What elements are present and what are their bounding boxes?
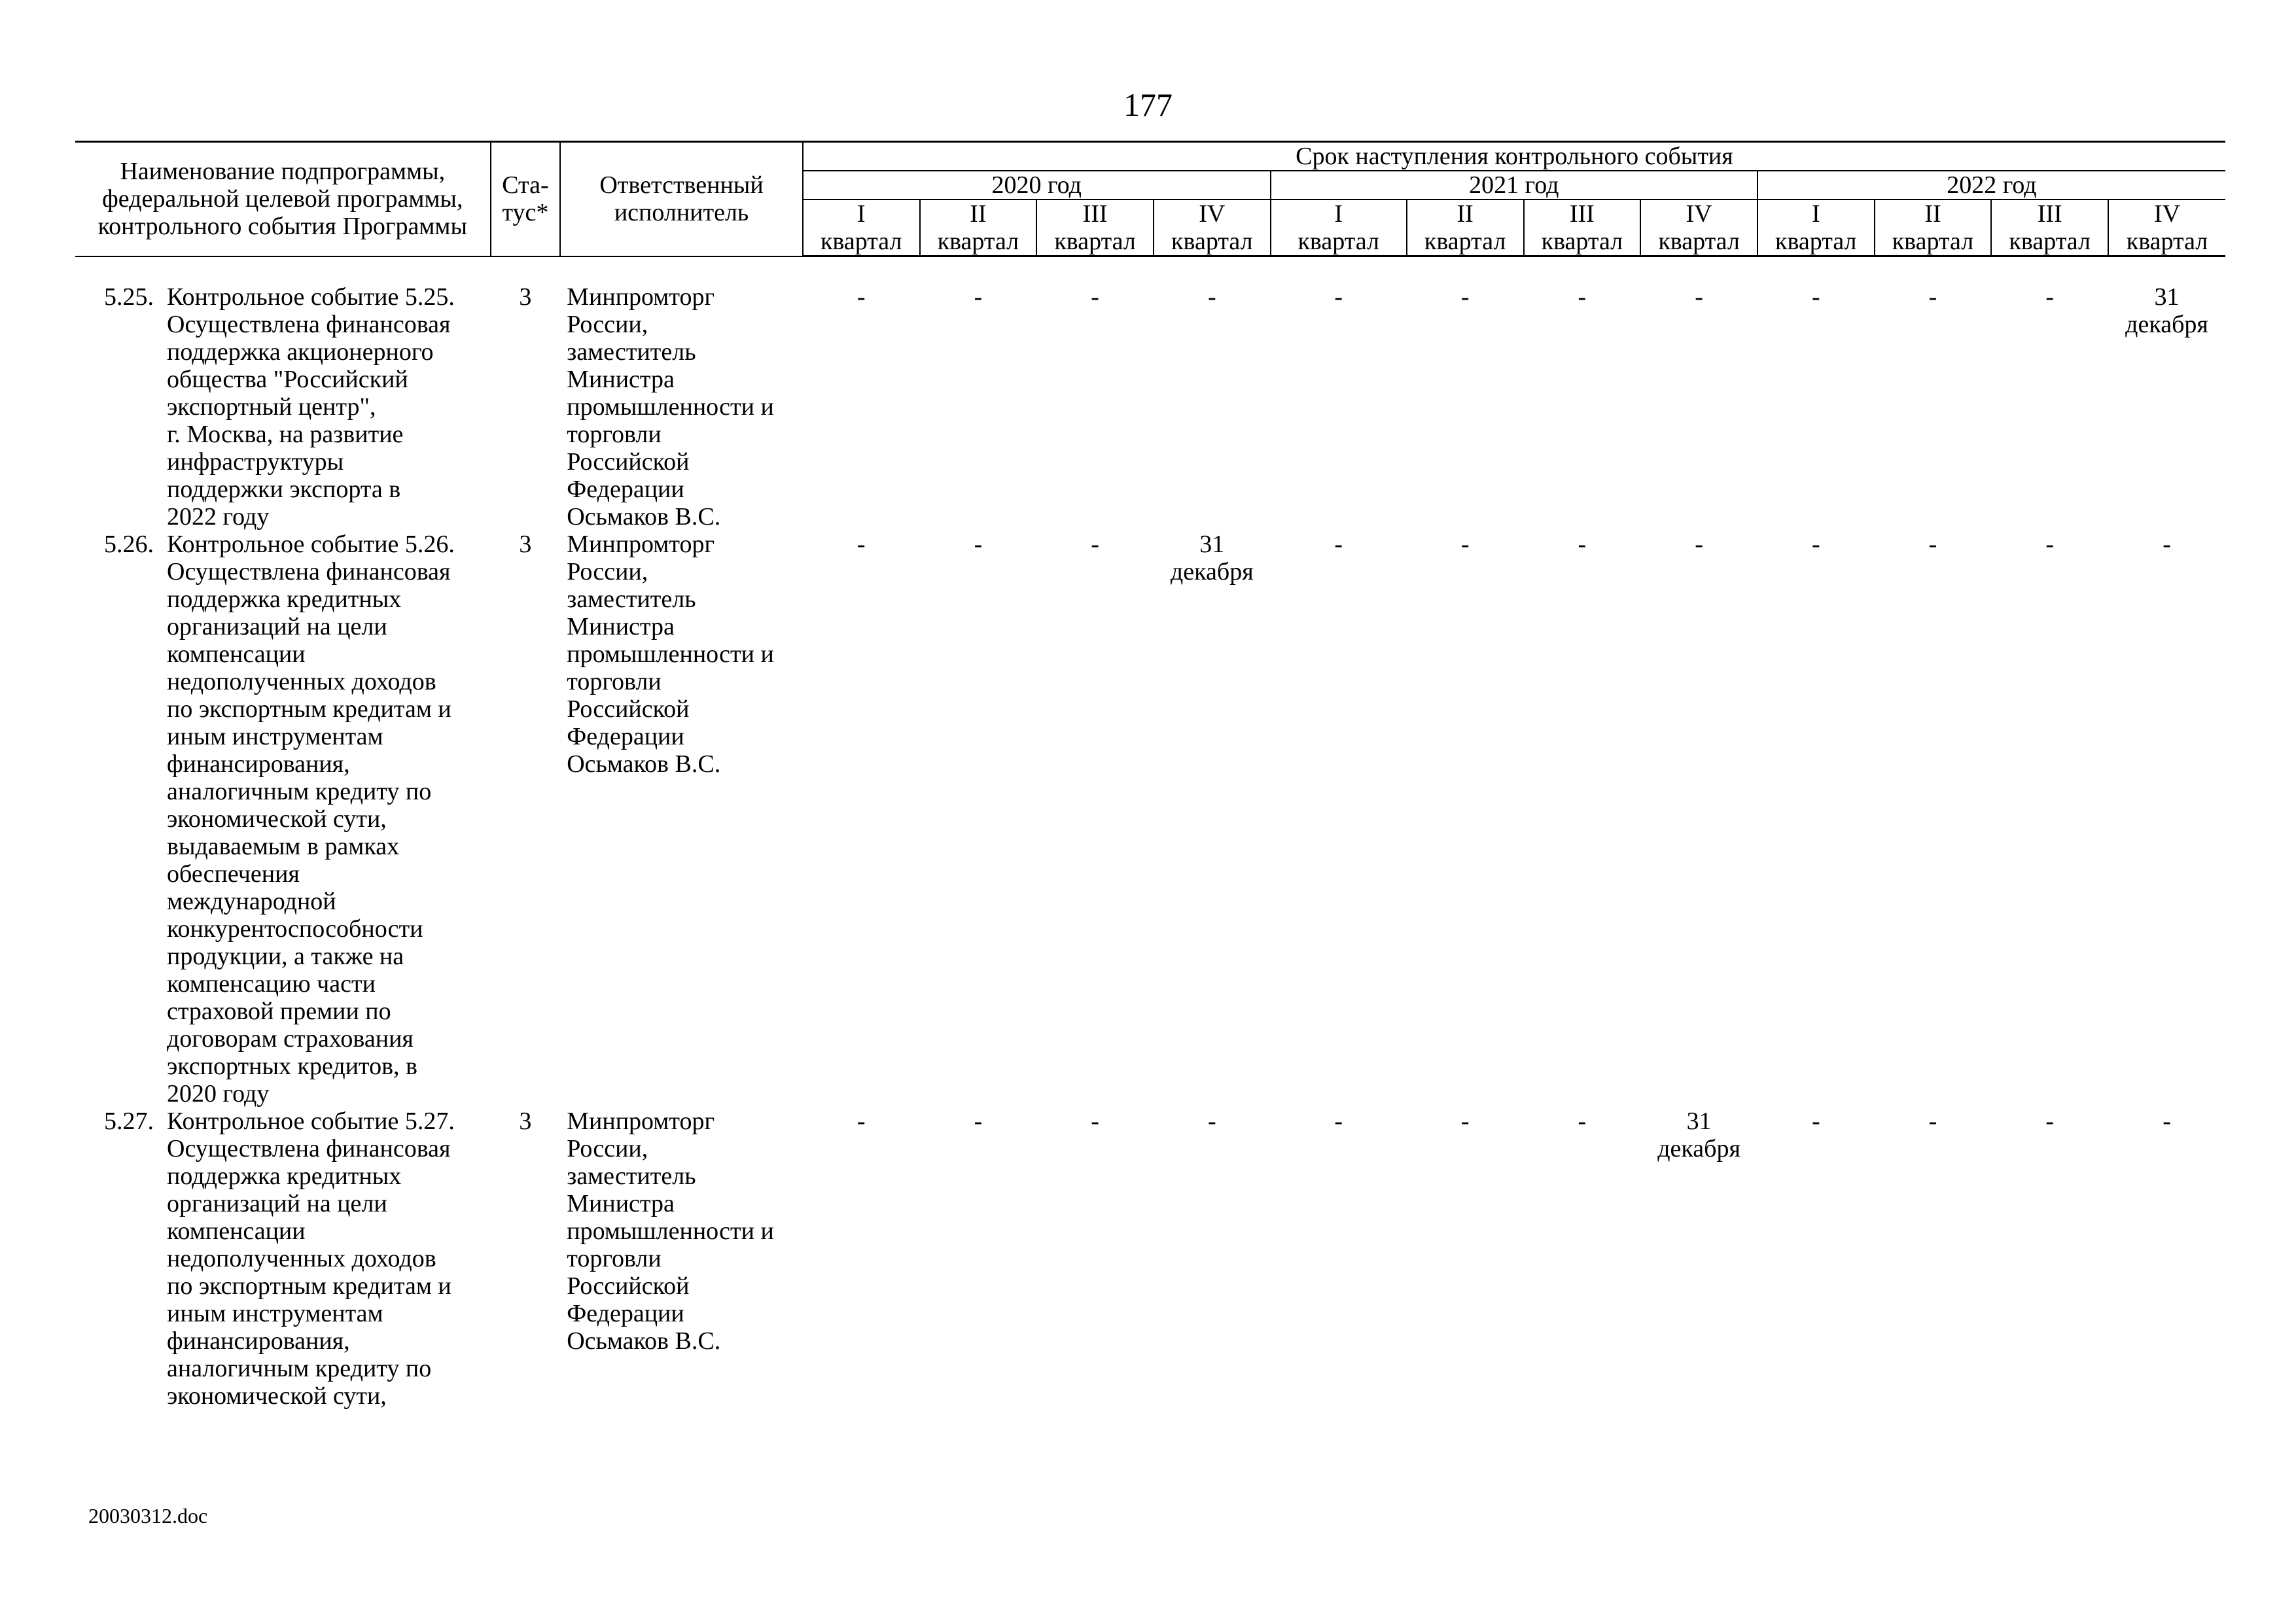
header-executor-line: Ответственный [599, 171, 764, 200]
quarter-deadline: - [1460, 1108, 1470, 1135]
quarter-deadline: - [1091, 1108, 1099, 1135]
event-executor-line: Министра [567, 613, 675, 640]
quarter-deadline: - [1811, 283, 1820, 311]
event-number: 5.26. [104, 531, 154, 558]
quarter-deadline: - [857, 531, 866, 558]
event-name-line: аналогичным кредиту по [167, 1355, 432, 1382]
quarter-deadline: - [2163, 1108, 2171, 1135]
header-quarter-number: III [2037, 200, 2062, 228]
event-status: 3 [519, 531, 532, 558]
event-name-line: организаций на цели [167, 613, 387, 640]
event-name-line: конкурентоспособности [167, 915, 423, 943]
event-number-and-name [75, 531, 491, 1108]
quarter-deadline: - [1928, 531, 1937, 558]
header-quarter [1640, 200, 1757, 256]
header-quarter [803, 200, 920, 256]
event-name [167, 1108, 455, 1410]
quarter-deadline: - [1811, 531, 1820, 558]
header-quarter-number: I [1334, 200, 1343, 228]
header-quarter-number: I [857, 200, 866, 228]
event-name-line: поддержки экспорта в [167, 476, 401, 503]
header-quarter-label: квартал [2009, 228, 2091, 255]
quarter-deadline: - [1928, 283, 1937, 311]
event-number-and-name [75, 283, 491, 531]
event-number: 5.27. [104, 1108, 154, 1135]
event-name-line: поддержка кредитных [167, 585, 402, 613]
event-executor [560, 1108, 803, 1410]
event-name-line: выдаваемым в рамках [167, 833, 400, 860]
event-executor-line: России, [567, 1135, 648, 1162]
event-number: 5.25. [104, 283, 154, 311]
event-name-line: поддержка кредитных [167, 1162, 402, 1190]
header-quarter-number: IV [2153, 200, 2181, 228]
quarter-deadline: - [1207, 1108, 1216, 1135]
quarter-deadline: - [1334, 531, 1343, 558]
event-executor-line: Федерации [567, 723, 684, 750]
event-executor-line: Федерации [567, 476, 684, 503]
quarter-deadline [1640, 1108, 1757, 1410]
event-name-line: договорам страхования [167, 1025, 414, 1053]
header-quarter-label: квартал [2126, 228, 2208, 255]
event-name-line: 2020 году [167, 1080, 270, 1108]
header-quarter-label: квартал [937, 228, 1019, 255]
event-name-line: организаций на цели [167, 1190, 387, 1217]
header-quarter [1271, 200, 1407, 256]
event-executor-line: торговли [567, 421, 662, 448]
quarter-deadline: - [1460, 531, 1470, 558]
event-executor-line: Осьмаков В.С. [567, 1327, 721, 1355]
quarter-deadline: - [2045, 283, 2054, 311]
quarter-deadline: - [1091, 531, 1099, 558]
event-executor-line: Федерации [567, 1300, 684, 1327]
event-name-line: поддержка акционерного [167, 338, 434, 366]
event-name-line: г. Москва, на развитие [167, 421, 404, 448]
page-number: 177 [1123, 86, 1173, 123]
header-executor-column [560, 142, 803, 256]
header-quarter-number: IV [1686, 200, 1712, 228]
event-executor-line: Российской [567, 695, 690, 723]
quarter-deadline-line: декабря [1170, 558, 1254, 585]
table-row [75, 531, 2225, 1108]
event-executor-line: заместитель [567, 1162, 696, 1190]
event-name-line: экспортных кредитов, в [167, 1053, 417, 1080]
event-name-line: Осуществлена финансовая [167, 558, 451, 585]
event-status: 3 [519, 1108, 532, 1135]
event-executor-line: промышленности и [567, 393, 774, 421]
event-executor-line: Министра [567, 366, 675, 393]
quarter-deadline: - [1928, 1108, 1937, 1135]
event-executor-line: России, [567, 558, 648, 585]
quarter-deadline [2108, 283, 2225, 531]
header-year-2022: 2022 год [1757, 171, 2225, 200]
table-body [75, 256, 2225, 1410]
header-quarter-label: квартал [1892, 228, 1974, 255]
quarter-deadline: - [974, 283, 983, 311]
header-quarter-label: квартал [1541, 228, 1623, 255]
header-quarter [920, 200, 1037, 256]
event-executor-line: Минпромторг [567, 1108, 715, 1135]
event-name-line: недополученных доходов [167, 668, 436, 695]
event-name-line: недополученных доходов [167, 1245, 436, 1272]
header-name-line: контрольного события Программы [97, 213, 467, 241]
quarter-deadline: - [1695, 283, 1703, 311]
header-name-column [75, 142, 491, 256]
event-name [167, 283, 455, 531]
quarter-deadline [1154, 531, 1271, 1108]
quarter-deadline: - [2045, 531, 2054, 558]
quarter-deadline: - [2045, 1108, 2054, 1135]
event-name-line: инфраструктуры [167, 448, 344, 476]
header-quarter-number: III [1569, 200, 1595, 228]
header-quarter [1991, 200, 2108, 256]
event-executor-line: Российской [567, 1272, 690, 1300]
event-executor-line: Осьмаков В.С. [567, 503, 721, 531]
event-executor-line: Минпромторг [567, 283, 715, 311]
event-executor-line: заместитель [567, 338, 696, 366]
event-status: 3 [519, 283, 532, 311]
event-name-line: финансирования, [167, 1327, 350, 1355]
event-name-line: общества "Российский [167, 366, 408, 393]
event-name-line: 2022 году [167, 503, 270, 531]
header-quarter-number: II [970, 200, 987, 228]
event-executor-line: Осьмаков В.С. [567, 750, 721, 778]
event-executor-line: Минпромторг [567, 531, 715, 558]
event-name-line: иным инструментам [167, 1300, 383, 1327]
quarter-deadline: - [857, 283, 866, 311]
event-executor-line: Российской [567, 448, 690, 476]
quarter-deadline-line: декабря [1657, 1135, 1740, 1162]
event-executor [560, 283, 803, 531]
quarter-deadline: - [1460, 283, 1470, 311]
header-quarter-label: квартал [1054, 228, 1136, 255]
header-status-line: Ста- [502, 171, 549, 200]
event-executor-line: торговли [567, 1245, 662, 1272]
event-executor-line: промышленности и [567, 1217, 774, 1245]
quarter-deadline-line: 31 [1199, 531, 1225, 558]
header-status-line: тус* [502, 199, 549, 227]
header-quarter-label: квартал [1658, 228, 1740, 255]
header-quarter [1524, 200, 1641, 256]
quarter-deadline: - [974, 531, 983, 558]
header-quarter [1875, 200, 1992, 256]
header-quarter-number: II [1924, 200, 1941, 228]
header-quarter-label: квартал [1298, 228, 1379, 255]
event-name-line: страховой премии по [167, 998, 391, 1025]
event-executor-line: Министра [567, 1190, 675, 1217]
event-name-line: финансирования, [167, 750, 350, 778]
event-executor [560, 531, 803, 1108]
event-name-line: Осуществлена финансовая [167, 1135, 451, 1162]
event-executor-line: России, [567, 311, 648, 338]
header-name-line: Наименование подпрограммы, [120, 158, 446, 186]
quarter-deadline: - [1578, 283, 1587, 311]
header-status-column [491, 142, 561, 256]
quarter-deadline: - [1334, 1108, 1343, 1135]
table-row [75, 1108, 2225, 1410]
event-name-line: компенсации [167, 640, 306, 668]
header-deadline-title: Срок наступления контрольного события [803, 142, 2225, 171]
header-quarter-number: II [1457, 200, 1474, 228]
event-executor-line: заместитель [567, 585, 696, 613]
event-name-line: обеспечения [167, 860, 300, 888]
event-name-line: Контрольное событие 5.27. [167, 1108, 455, 1135]
event-executor-line: промышленности и [567, 640, 774, 668]
header-year-2020: 2020 год [803, 171, 1271, 200]
quarter-deadline: - [1091, 283, 1099, 311]
event-name-line: по экспортным кредитам и [167, 1272, 451, 1300]
quarter-deadline: - [1811, 1108, 1820, 1135]
event-name-line: экономической сути, [167, 805, 387, 833]
header-executor-line: исполнитель [614, 199, 749, 227]
event-name-line: Контрольное событие 5.25. [167, 283, 455, 311]
quarter-deadline: - [1695, 531, 1703, 558]
quarter-deadline: - [2163, 531, 2171, 558]
event-name-line: экономической сути, [167, 1382, 387, 1410]
event-name-line: продукции, а также на [167, 943, 404, 970]
event-name-line: международной [167, 888, 336, 915]
event-name-line: компенсации [167, 1217, 306, 1245]
footer-file-name: 20030312.doc [88, 1504, 208, 1527]
event-name-line: по экспортным кредитам и [167, 695, 451, 723]
header-quarter [1407, 200, 1524, 256]
header-quarter-number: III [1082, 200, 1108, 228]
header-quarter [1036, 200, 1154, 256]
event-number-and-name [75, 1108, 491, 1410]
quarter-deadline: - [1578, 1108, 1587, 1135]
quarter-deadline: - [1578, 531, 1587, 558]
header-quarter-label: квартал [1775, 228, 1857, 255]
event-name-line: аналогичным кредиту по [167, 778, 432, 805]
quarter-deadline-line: 31 [2154, 283, 2180, 311]
event-name-line: Осуществлена финансовая [167, 311, 451, 338]
header-quarter-label: квартал [820, 228, 902, 255]
table-row [75, 283, 2225, 531]
quarter-deadline: - [1334, 283, 1343, 311]
header-quarter [2108, 200, 2225, 256]
quarter-deadline-line: декабря [2125, 311, 2208, 338]
event-executor-line: торговли [567, 668, 662, 695]
header-year-2021: 2021 год [1271, 171, 1757, 200]
event-name [167, 531, 455, 1108]
quarter-deadline-line: 31 [1686, 1108, 1712, 1135]
quarter-deadline: - [974, 1108, 983, 1135]
header-quarter [1154, 200, 1271, 256]
event-name-line: компенсацию части [167, 970, 376, 998]
header-quarter [1757, 200, 1875, 256]
header-quarter-number: IV [1199, 200, 1226, 228]
header-quarter-label: квартал [1424, 228, 1506, 255]
header-name-line: федеральной целевой программы, [102, 185, 463, 213]
quarter-deadline: - [857, 1108, 866, 1135]
header-quarter-label: квартал [1171, 228, 1253, 255]
control-events-table [75, 141, 2225, 1410]
header-quarter-number: I [1811, 200, 1820, 228]
quarter-deadline: - [1207, 283, 1216, 311]
event-name-line: Контрольное событие 5.26. [167, 531, 455, 558]
event-name-line: иным инструментам [167, 723, 383, 750]
event-name-line: экспортный центр", [167, 393, 376, 421]
